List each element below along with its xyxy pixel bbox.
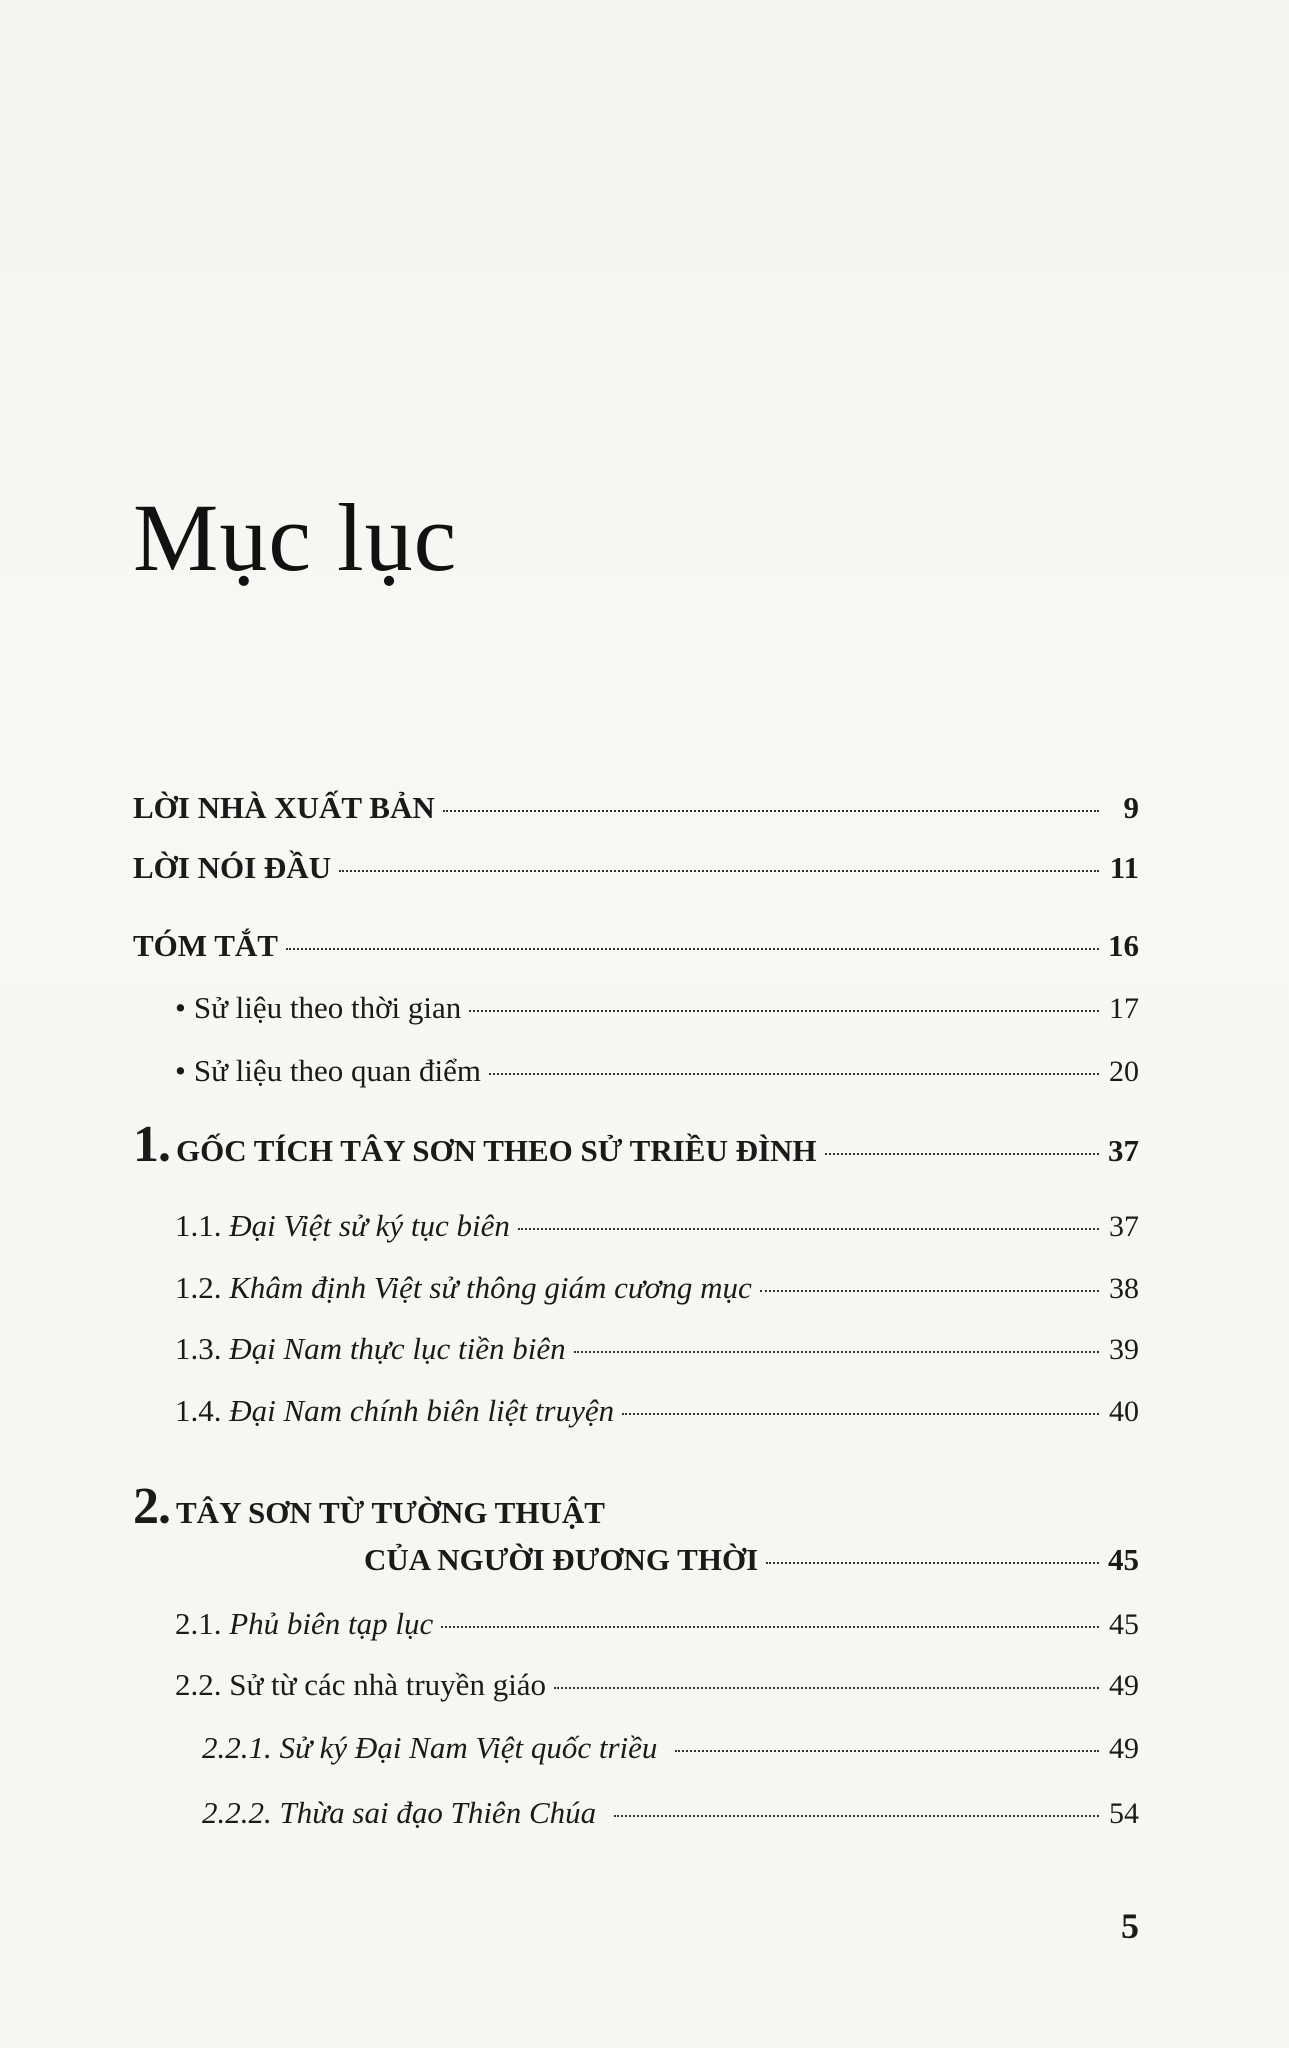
dot-leader [469,1009,1099,1012]
dot-leader [766,1561,1099,1564]
toc-entry-page: 16 [1108,928,1139,963]
dot-leader [554,1686,1099,1689]
toc-entry-page: 20 [1109,1055,1139,1088]
page-number: 5 [1121,1906,1139,1946]
toc-entry-label: LỜI NÓI ĐẦU [133,850,332,885]
section-number: 1.4. [175,1393,222,1428]
dot-leader [574,1350,1099,1353]
toc-entry-label [175,1053,481,1089]
dot-leader [622,1412,1099,1415]
toc-entry-text: Khâm định Việt sử thông giám cương mục [229,1270,752,1305]
page-title: Mục lục [133,484,458,591]
toc-entry-label [175,1208,510,1244]
toc-entry-page: 37 [1108,1133,1139,1168]
chapter-number: 1. [133,1116,170,1173]
dot-leader [489,1072,1099,1075]
bullet-icon: • [175,1053,186,1088]
section-number: 1.1. [175,1208,222,1243]
toc-entry-text: Sử liệu theo quan điểm [193,1053,482,1088]
chapter-heading [133,1115,817,1174]
toc-entry-text: Sử liệu theo thời gian [193,990,462,1025]
toc-entry-text: Đại Nam thực lục tiền biên [229,1331,566,1366]
toc-entry-1-2[interactable] [175,1270,1139,1306]
bullet-icon: • [175,990,186,1025]
dot-leader [614,1814,1099,1817]
toc-entry-su-lieu-quan-diem[interactable] [175,1053,1139,1089]
toc-entry-1-3[interactable] [175,1331,1139,1367]
toc-entry-loi-noi-dau[interactable] [133,850,1139,886]
toc-entry-2-2[interactable] [175,1667,1139,1703]
toc-entry-page: 40 [1109,1395,1139,1428]
toc-entry-label [175,1393,614,1429]
toc-entry-page: 38 [1109,1272,1139,1305]
dot-leader [760,1289,1099,1292]
toc-entry-page: 37 [1109,1210,1139,1243]
section-number: 2.2. [175,1667,222,1702]
dot-leader [339,869,1099,872]
dot-leader [441,1625,1099,1628]
chapter-title: GỐC TÍCH TÂY SƠN THEO SỬ TRIỀU ĐÌNH [176,1133,817,1168]
toc-entry-su-lieu-thoi-gian[interactable] [175,990,1139,1026]
toc-entry-page: 45 [1109,1608,1139,1641]
toc-entry-label [175,1331,566,1367]
dot-leader [443,809,1099,812]
dot-leader [825,1152,1099,1155]
toc-chapter-2-line2[interactable] [364,1542,1139,1578]
toc-entry-text: Sử từ các nhà truyền giáo [229,1667,547,1702]
toc-entry-label [175,1667,546,1703]
dot-leader [286,947,1099,950]
toc-entry-label [175,1270,752,1306]
toc-entry-1-4[interactable] [175,1393,1139,1429]
dot-leader [518,1227,1099,1230]
toc-entry-label: TÓM TẮT [133,928,278,963]
chapter-title-line1: TÂY SƠN TỪ TƯỜNG THUẬT [176,1495,605,1530]
toc-entry-tom-tat[interactable] [133,928,1139,964]
toc-entry-text: Đại Việt sử ký tục biên [229,1208,510,1243]
toc-entry-2-2-2[interactable] [202,1795,1139,1831]
toc-entry-page: 17 [1109,992,1139,1025]
toc-entry-1-1[interactable] [175,1208,1139,1244]
toc-entry-text: Phủ biên tạp lục [229,1606,434,1641]
toc-entry-page: 54 [1109,1797,1139,1830]
chapter-title-line2: CỦA NGƯỜI ĐƯƠNG THỜI [364,1542,759,1577]
toc-entry-page: 9 [1123,790,1139,825]
toc-entry-label: 2.2.2. Thừa sai đạo Thiên Chúa [202,1795,597,1830]
toc-entry-2-1[interactable] [175,1606,1139,1642]
toc-entry-loi-nha-xuat-ban[interactable] [133,790,1139,826]
toc-entry-2-2-1[interactable] [202,1730,1139,1766]
dot-leader [675,1749,1099,1752]
toc-entry-label: LỜI NHÀ XUẤT BẢN [133,790,435,825]
section-number: 1.2. [175,1270,222,1305]
chapter-heading [133,1477,605,1536]
toc-chapter-2-heading[interactable] [133,1477,1139,1536]
toc-chapter-1[interactable] [133,1115,1139,1174]
toc-entry-text: Đại Nam chính biên liệt truyện [229,1393,615,1428]
toc-entry-page: 49 [1109,1669,1139,1702]
toc-entry-page: 39 [1109,1333,1139,1366]
toc-entry-page: 11 [1109,850,1139,885]
section-number: 1.3. [175,1331,222,1366]
toc-entry-label: 2.2.1. Sử ký Đại Nam Việt quốc triều [202,1730,658,1765]
toc-entry-label [175,990,461,1026]
toc-entry-page: 45 [1108,1542,1139,1577]
section-number: 2.1. [175,1606,222,1641]
toc-entry-page: 49 [1109,1732,1139,1765]
chapter-number: 2. [133,1478,170,1535]
toc-entry-label [175,1606,433,1642]
